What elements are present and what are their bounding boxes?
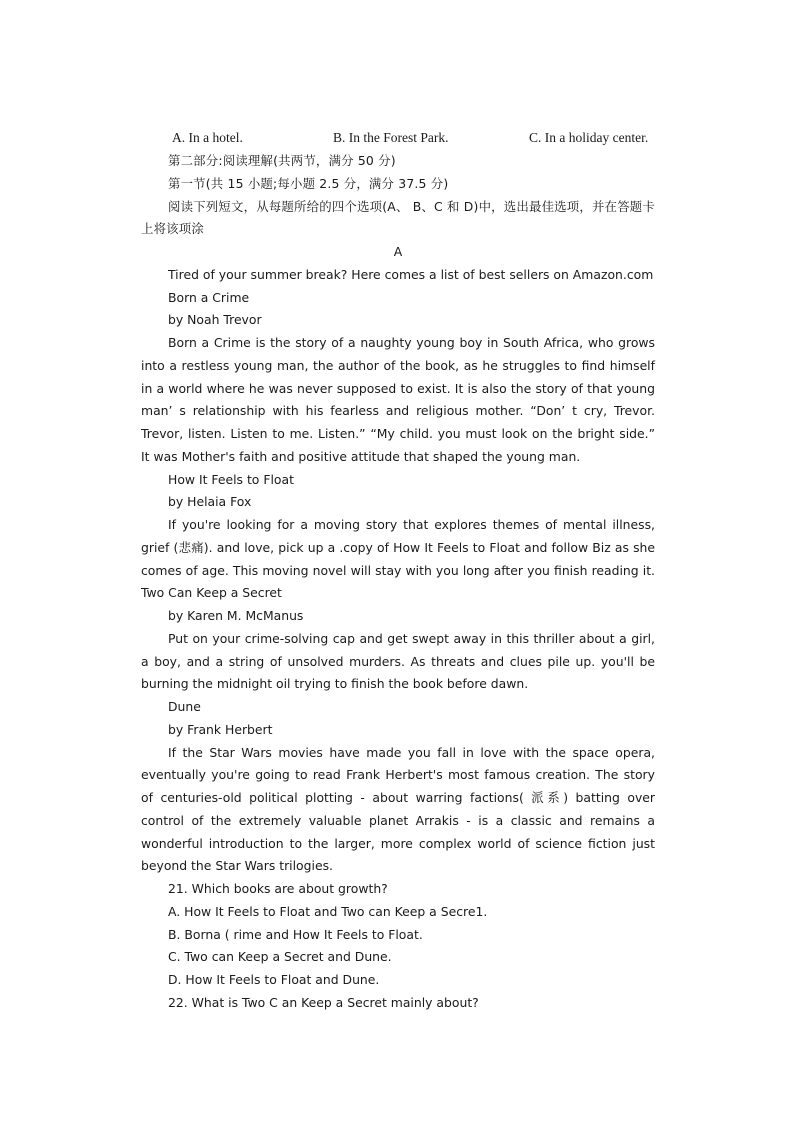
book-description: If the Star Wars movies have made you fall in love with the space opera, eventually you're going to read Frank Herbert's most famous creation. The story of centuries-old political plotting - about warring factions( 派系) batting over control of the extremely valuable planet Arrakis - is a classic and remains a wonderful introduction to the larger, more complex world of science fiction just beyond the Star Wars trilogies. [141,744,655,874]
book-author: by Karen M. McManus [168,608,304,623]
section1-heading: 第一节(共 15 小题;每小题 2.5 分，满分 37.5 分) [168,175,449,191]
passage-intro: Tired of your summer break? Here comes a list of best sellers on Amazon.com [168,266,654,282]
question-21-option-b: B. Borna ( rime and How It Feels to Float. [168,926,423,942]
instructions-text: 阅读下列短文，从每题所给的四个选项(A、 B、C 和 D)中，选出最佳选项，并在答题卡上将该项涂 [141,198,655,237]
book-title: Dune [168,699,201,714]
question-21-option-a: A. How It Feels to Float and Two can Keep a Secre1. [168,903,488,919]
book-description: Put on your crime-solving cap and get swept away in this thriller about a girl, a boy, and a string of unsolved murders. As threats and clues pile up. you'll be burning the midnight oil trying to finish the book before dawn. [141,630,655,692]
listening-option-c: C. In a holiday center. [529,130,649,145]
book-author: by Helaia Fox [168,494,252,510]
book-author: by Noah Trevor [168,312,262,328]
part2-heading: 第二部分:阅读理解(共两节，满分 50 分) [168,153,396,168]
question-22-stem: 22. What is Two C an Keep a Secret mainly about? [168,994,479,1010]
passage-label: A [393,244,403,259]
question-21-option-d: D. How It Feels to Float and Dune. [168,972,380,987]
question-21-stem: 21. Which books are about growth? [168,881,388,896]
book-title: How It Feels to Float [168,471,294,487]
book-author: by Frank Herbert [168,721,273,737]
book-description: If you're looking for a moving story that explores themes of mental illness, grief (悲痛). and love, pick up a .copy of How It Feels to Float and follow Biz as she comes of age. This moving novel will stay with you long after you finish reading it. Two Can Keep a Secret [141,517,655,601]
listening-options-row [0,128,794,150]
question-21-option-c: C. Two can Keep a Secret and Dune. [168,949,392,965]
book-title: Born a Crime [168,289,250,305]
listening-option-a: A. In a hotel. [172,130,243,145]
book-description: Born a Crime is the story of a naughty young boy in South Africa, who grows into a restless young man, the author of the book, as he struggles to find himself in a world where he was never supposed to exist. It is also the story of that young man’ s relationship with his fearless and religious mother. “Don’ t cry, Trevor. Trevor, listen. Listen to me. Listen.” “My child. you must look on the bright side.” It was Mother's faith and positive attitude that shaped the young man. [141,335,655,464]
listening-option-b: B. In the Forest Park. [333,130,449,145]
reading-section [141,150,655,1015]
